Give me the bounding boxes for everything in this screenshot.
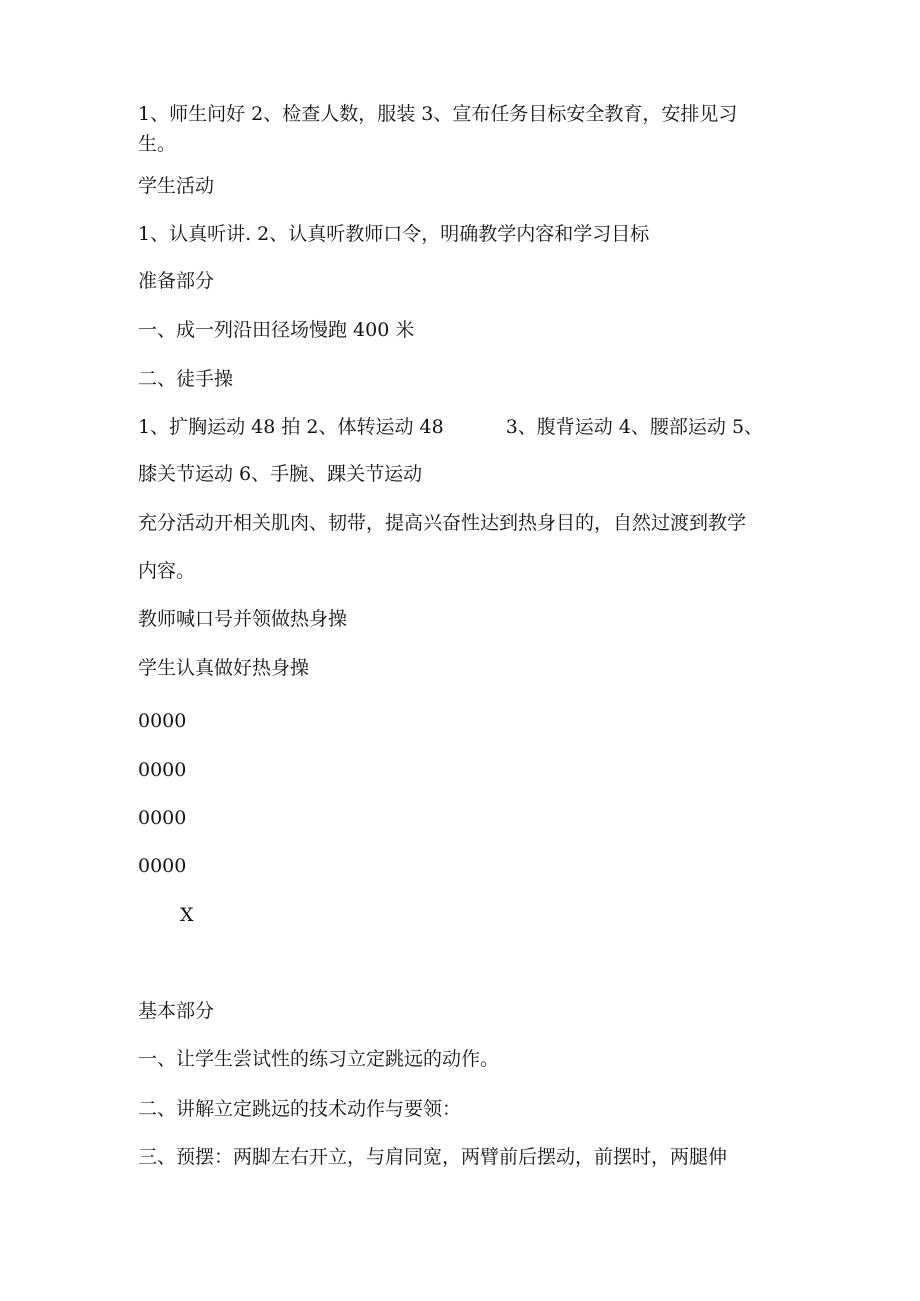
- text-line: 一、让学生尝试性的练习立定跳远的动作。: [138, 1048, 500, 1070]
- text-line: 生。: [138, 133, 177, 155]
- text-segment: 3、腹背运动 4、腰部运动 5、: [505, 416, 764, 438]
- text-line: 充分活动开相关肌肉、韧带，提高兴奋性达到热身目的，自然过渡到教学: [138, 512, 747, 534]
- teacher-marker: X: [180, 904, 194, 926]
- text-line: 内容。: [138, 560, 196, 582]
- text-line: 1、师生问好 2、检查人数，服装 3、宣布任务目标安全教育，安排见习: [138, 103, 738, 125]
- text-line: 二、讲解立定跳远的技术动作与要领：: [138, 1098, 462, 1120]
- text-line: 1、认真听讲. 2、认真听教师口令，明确教学内容和学习目标: [138, 223, 650, 245]
- text-line: 学生认真做好热身操: [138, 657, 310, 679]
- text-line: 一、成一列沿田径场慢跑 400 米: [138, 319, 415, 341]
- text-line: 教师喊口号并领做热身操: [138, 608, 348, 630]
- section-heading: 学生活动: [138, 175, 215, 197]
- text-segment: 1、扩胸运动 48 拍 2、体转运动 48: [138, 416, 444, 438]
- formation-row: 0000: [138, 807, 187, 829]
- text-line: [138, 414, 763, 440]
- formation-row: 0000: [138, 855, 187, 877]
- formation-row: 0000: [138, 710, 187, 732]
- section-heading: 基本部分: [138, 1000, 215, 1022]
- text-line: 膝关节运动 6、手腕、踝关节运动: [138, 463, 423, 485]
- text-line: 三、预摆：两脚左右开立，与肩同宽，两臂前后摆动，前摆时，两腿伸: [138, 1146, 728, 1168]
- section-heading: 准备部分: [138, 270, 215, 292]
- formation-row: 0000: [138, 759, 187, 781]
- text-line: 二、徒手操: [138, 368, 234, 390]
